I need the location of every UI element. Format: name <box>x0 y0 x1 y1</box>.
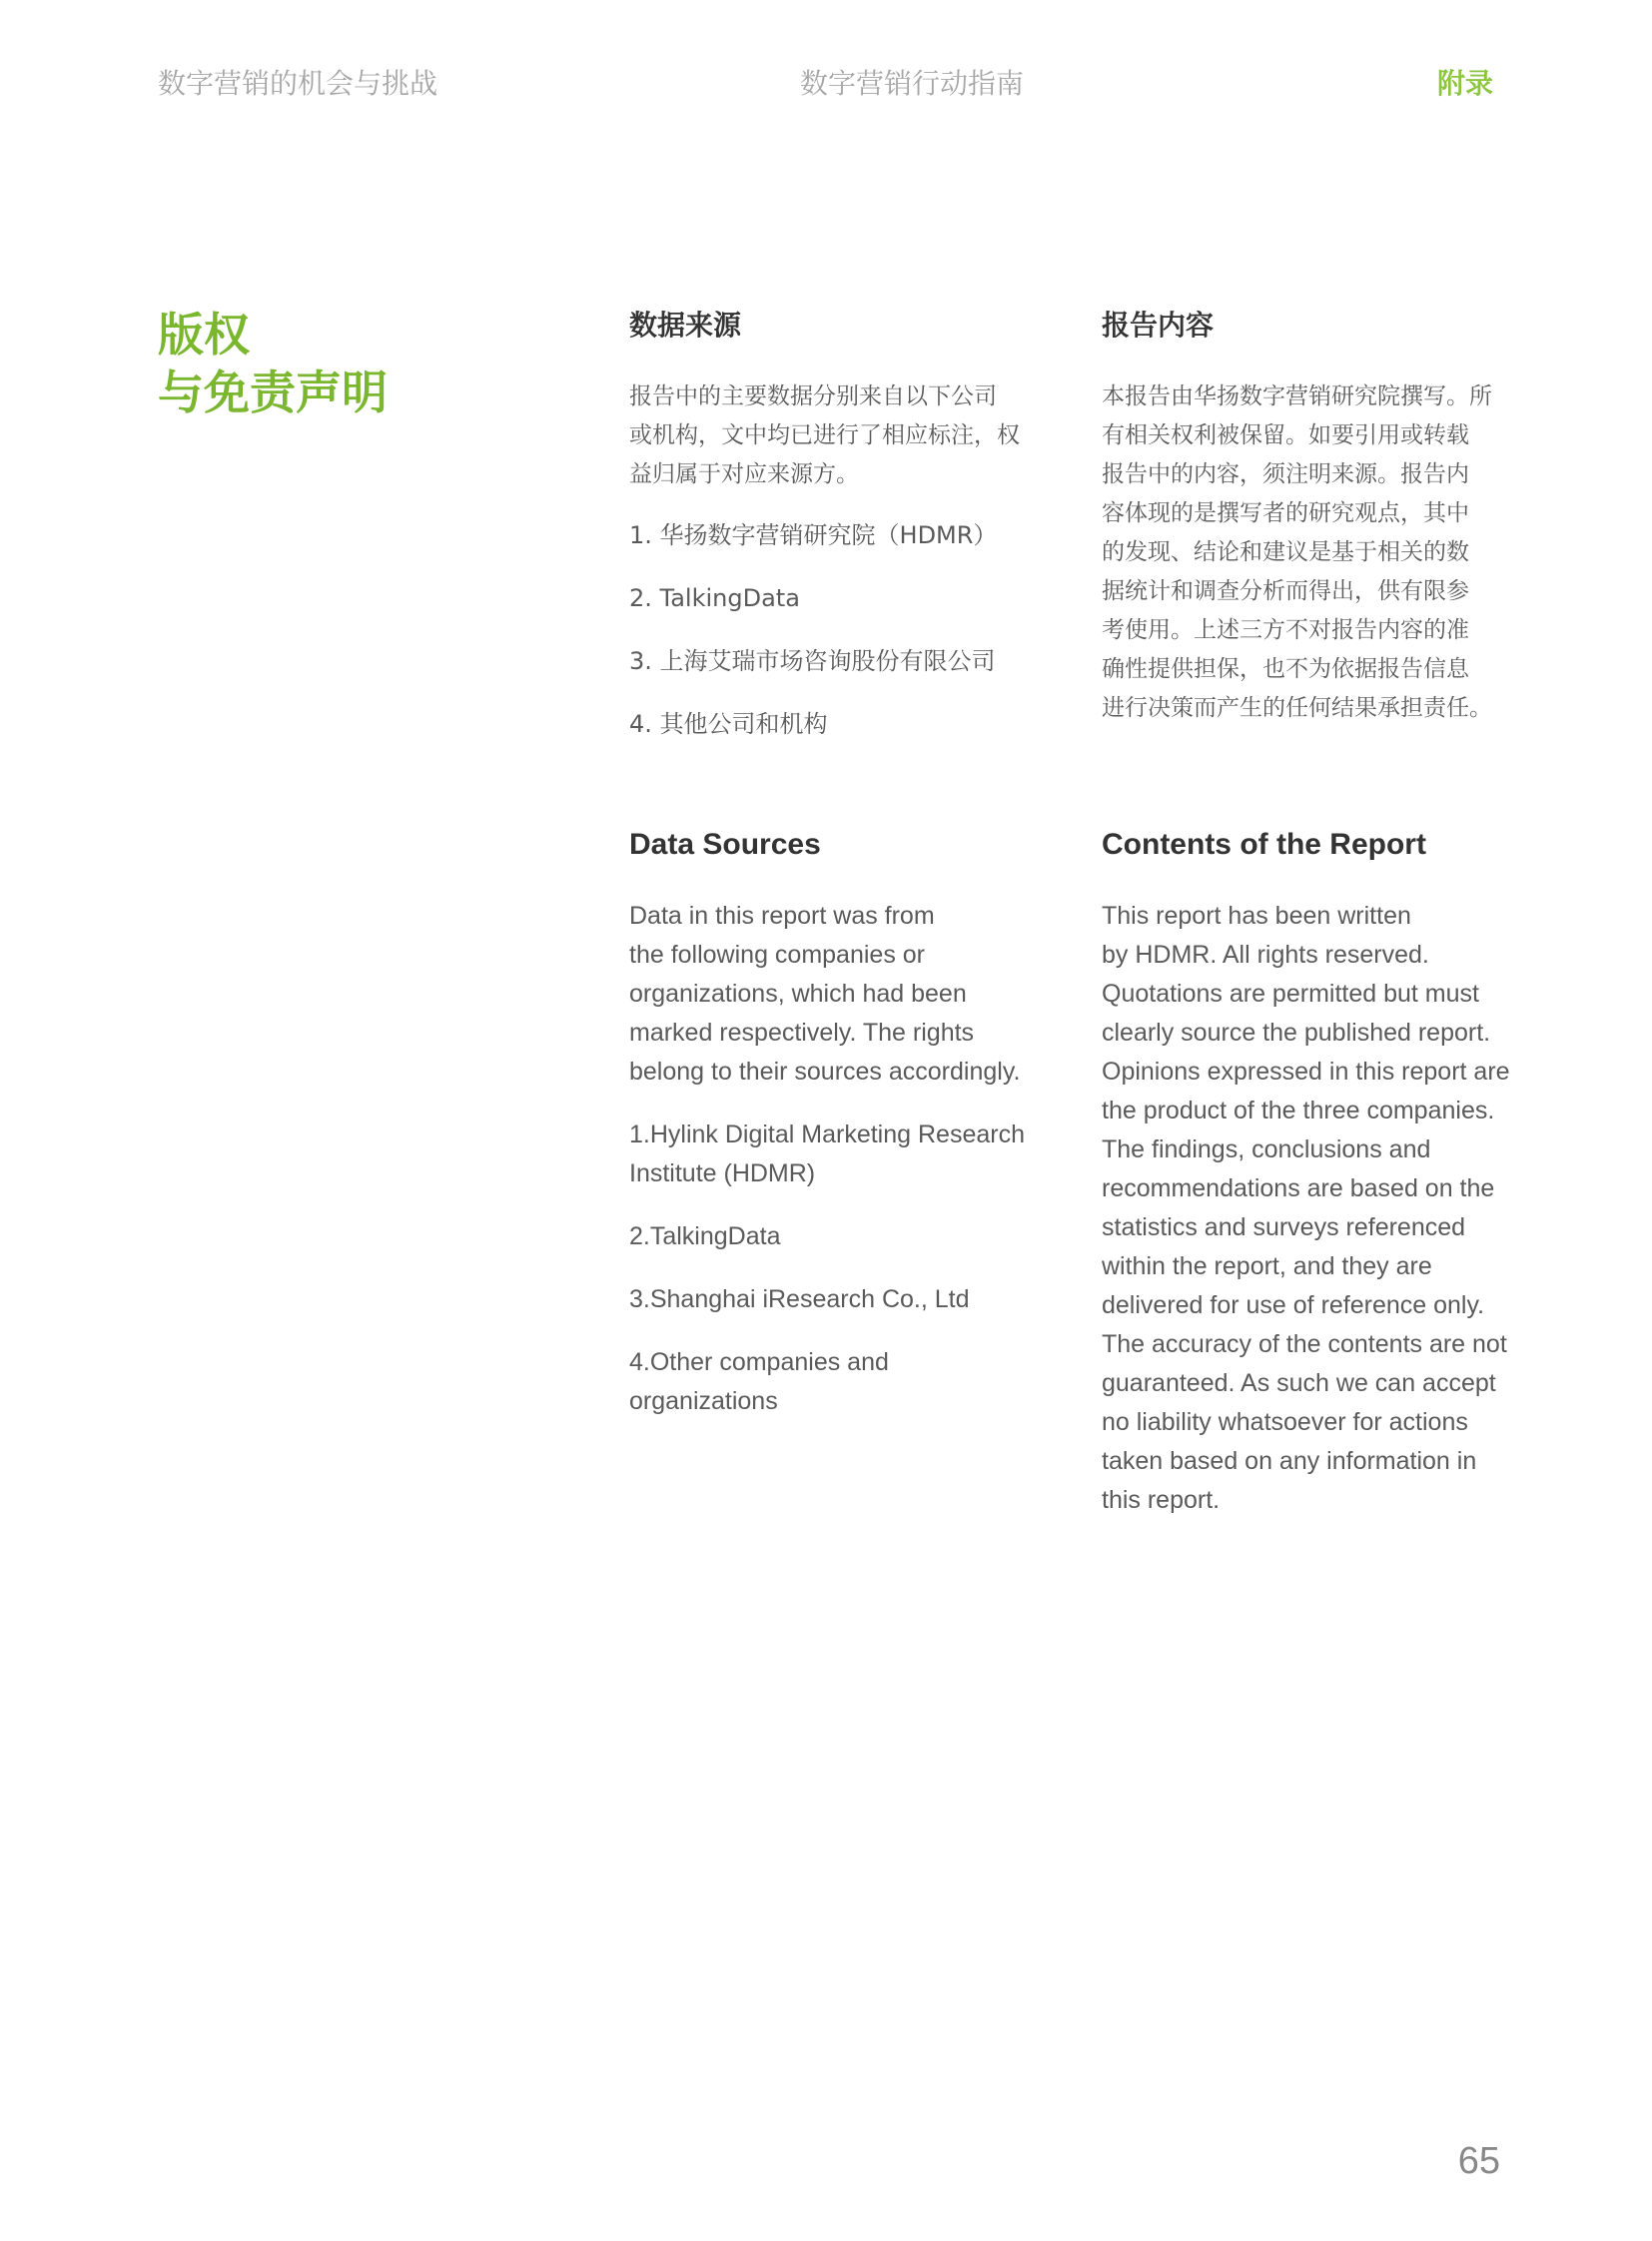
list-item <box>629 1116 1029 1193</box>
paragraph-line: statistics and surveys referenced <box>1102 1213 1466 1241</box>
paragraph-line: 报告中的内容，须注明来源。报告内 <box>1102 461 1469 487</box>
data-sources-en-paragraph <box>629 897 1029 1092</box>
report-contents-en-heading: Contents of the Report <box>1102 828 1426 861</box>
paragraph-line: belong to their sources accordingly. <box>629 1058 1021 1086</box>
paragraph-line: by HDMR. All rights reserved. <box>1102 941 1429 969</box>
report-contents-en-paragraph <box>1102 897 1510 1520</box>
data-sources-cn-paragraph <box>629 377 1029 494</box>
paragraph-line: the product of the three companies. <box>1102 1097 1495 1124</box>
paragraph-line: Quotations are permitted but must <box>1102 980 1479 1008</box>
paragraph-line: 据统计和调查分析而得出，供有限参 <box>1102 578 1469 604</box>
paragraph-line: 有相关权利被保留。如要引用或转载 <box>1102 422 1469 448</box>
report-contents-cn-paragraph <box>1102 377 1501 728</box>
paragraph-line: This report has been written <box>1102 902 1411 930</box>
report-contents-cn-block <box>1102 306 1501 728</box>
data-sources-cn-heading: 数据来源 <box>629 309 742 342</box>
paragraph-line: 确性提供担保，也不为依据报告信息 <box>1102 656 1469 682</box>
paragraph-line: 的发现、结论和建议是基于相关的数 <box>1102 539 1469 565</box>
page-title <box>158 306 388 421</box>
paragraph-line: 容体现的是撰写者的研究观点，其中 <box>1102 500 1469 526</box>
header-section-appendix: 附录 <box>1437 67 1494 100</box>
list-item-line: 1.Hylink Digital Marketing Research <box>629 1120 1025 1148</box>
paragraph-line: within the report, and they are <box>1102 1252 1432 1280</box>
list-item: 2. TalkingData <box>629 584 800 612</box>
paragraph-line: Data in this report was from <box>629 902 935 930</box>
paragraph-line: 报告中的主要数据分别来自以下公司 <box>629 383 997 409</box>
paragraph-line: taken based on any information in <box>1102 1447 1477 1475</box>
paragraph-line: The accuracy of the contents are not <box>1102 1330 1507 1358</box>
page-number: 65 <box>1457 2140 1500 2182</box>
paragraph-line: 进行决策而产生的任何结果承担责任。 <box>1102 695 1492 721</box>
header-book-title: 数字营销行动指南 <box>800 67 1025 100</box>
paragraph-line: organizations, which had been <box>629 980 967 1008</box>
list-item-line: 2.TalkingData <box>629 1222 781 1250</box>
data-sources-en-list <box>629 1116 1029 1421</box>
list-item-line: organizations <box>629 1387 778 1415</box>
list-item <box>629 1343 1029 1421</box>
paragraph-line: 考使用。上述三方不对报告内容的准 <box>1102 617 1469 643</box>
list-item-line: 4.Other companies and <box>629 1348 889 1376</box>
paragraph-line: clearly source the published report. <box>1102 1019 1491 1047</box>
paragraph-line: 或机构，文中均已进行了相应标注，权 <box>629 422 1020 448</box>
list-item: 1. 华扬数字营销研究院（HDMR） <box>629 521 998 549</box>
report-contents-en-block <box>1102 825 1510 1520</box>
page-title-line-1: 版权 <box>158 308 250 362</box>
list-item <box>629 1217 1029 1256</box>
header-chapter-title: 数字营销的机会与挑战 <box>158 67 438 100</box>
paragraph-line: no liability whatsoever for actions <box>1102 1408 1468 1436</box>
paragraph-line: 益归属于对应来源方。 <box>629 461 859 487</box>
paragraph-line: The findings, conclusions and <box>1102 1135 1431 1163</box>
list-item: 4. 其他公司和机构 <box>629 710 828 738</box>
paragraph-line: marked respectively. The rights <box>629 1019 975 1047</box>
page-title-line-2: 与免责声明 <box>158 366 388 419</box>
paragraph-line: delivered for use of reference only. <box>1102 1291 1485 1319</box>
paragraph-line: recommendations are based on the <box>1102 1174 1495 1202</box>
list-item <box>629 1280 1029 1319</box>
paragraph-line: Opinions expressed in this report are <box>1102 1058 1510 1086</box>
paragraph-line: guaranteed. As such we can accept <box>1102 1369 1496 1397</box>
paragraph-line: 本报告由华扬数字营销研究院撰写。所 <box>1102 383 1492 409</box>
paragraph-line: this report. <box>1102 1486 1221 1514</box>
paragraph-line: the following companies or <box>629 941 925 969</box>
data-sources-cn-block <box>629 306 1029 768</box>
data-sources-en-heading: Data Sources <box>629 828 821 861</box>
list-item-line: Institute (HDMR) <box>629 1159 816 1187</box>
report-contents-cn-heading: 报告内容 <box>1102 309 1215 342</box>
list-item-line: 3.Shanghai iResearch Co., Ltd <box>629 1285 970 1313</box>
list-item: 3. 上海艾瑞市场咨询股份有限公司 <box>629 647 996 675</box>
data-sources-cn-list <box>629 516 1029 744</box>
data-sources-en-block <box>629 825 1029 1445</box>
